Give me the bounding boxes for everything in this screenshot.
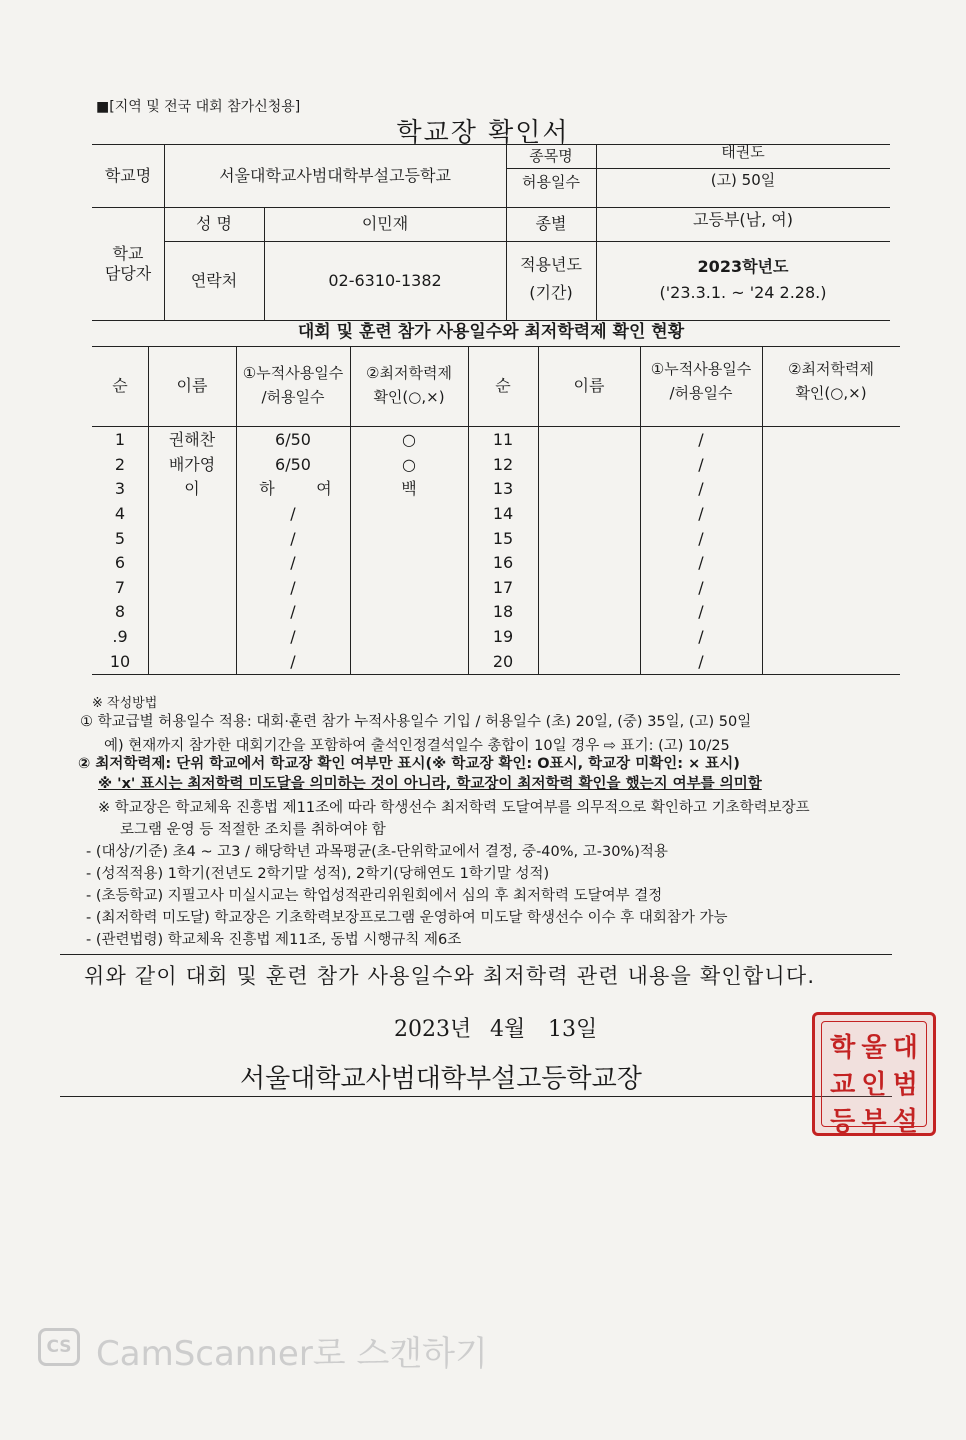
period-label-1: 적용년도 bbox=[520, 255, 582, 274]
note-4-cont: 로그램 운영 등 적절한 조치를 취하여야 함 bbox=[120, 822, 386, 838]
date-year: 2023년 bbox=[394, 1017, 472, 1042]
header-days-2-right: /허용일수 bbox=[669, 383, 733, 402]
row-days: 하 bbox=[259, 479, 275, 499]
sport-value: 태권도 bbox=[721, 142, 765, 161]
row-days: / bbox=[290, 504, 296, 524]
row-no: 4 bbox=[114, 504, 126, 524]
detail-5: - (관련법령) 학교체육 진흥법 제11조, 동법 시행규칙 제6조 bbox=[86, 932, 462, 948]
seal-char: 학 bbox=[830, 1033, 856, 1063]
detail-2: - (성적적용) 1학기(전년도 2학기말 성적), 2학기(당해연도 1학기말 성적) bbox=[86, 866, 550, 882]
row-no: 7 bbox=[114, 577, 126, 597]
row-name bbox=[148, 502, 236, 527]
row-days-right: / bbox=[698, 479, 704, 499]
row-check bbox=[350, 625, 468, 650]
row-days-right: / bbox=[698, 553, 704, 573]
notes-heading: ※ 작성방법 bbox=[92, 696, 158, 711]
row-check bbox=[350, 502, 468, 527]
header-min-1-right: ②최저학력제 bbox=[788, 359, 874, 378]
row-no-right: 15 bbox=[492, 528, 514, 548]
row-name bbox=[148, 576, 236, 601]
period-label-2: (기간) bbox=[529, 283, 573, 302]
row-check bbox=[350, 600, 468, 625]
row-check: 백 bbox=[401, 479, 417, 499]
row-days-right: / bbox=[698, 651, 704, 671]
period-range: ('23.3.1. ~ '24 2.28.) bbox=[659, 283, 827, 302]
header-days-1-right: ①누적사용일수 bbox=[650, 359, 752, 378]
allowed-days-label: 허용일수 bbox=[522, 172, 580, 191]
name-value: 이민재 bbox=[361, 214, 409, 233]
note-4: ※ 학교장은 학교체육 진흥법 제11조에 따라 학생선수 최저학력 도달여부를 의무적으로 확인하고 기초학력보장프 bbox=[98, 800, 810, 816]
row-check: ○ bbox=[402, 454, 416, 474]
header-min-2-right: 확인(○,×) bbox=[795, 383, 867, 402]
camscanner-logo-icon: CS bbox=[38, 1328, 80, 1366]
header-no: 순 bbox=[112, 376, 128, 395]
row-name bbox=[148, 526, 236, 551]
seal-char: 설 bbox=[892, 1107, 918, 1137]
signer-name: 서울대학교사범대학부설고등학교장 bbox=[240, 1064, 642, 1094]
row-days-right: / bbox=[698, 577, 704, 597]
allowed-days-value: (고) 50일 bbox=[710, 170, 776, 189]
row-name: 배가영 bbox=[168, 454, 216, 474]
row-name: 권해찬 bbox=[168, 430, 216, 450]
row-no: 2 bbox=[114, 454, 126, 474]
row-extra: 여 bbox=[316, 479, 332, 499]
row-days: / bbox=[290, 651, 296, 671]
row-no-right: 19 bbox=[492, 627, 514, 647]
row-check bbox=[350, 526, 468, 551]
document-title: 학교장 확인서 bbox=[396, 118, 570, 148]
name-label: 성 명 bbox=[196, 214, 232, 233]
row-no-right: 13 bbox=[492, 479, 514, 499]
row-no-right: 18 bbox=[492, 602, 514, 622]
row-no-right: 17 bbox=[492, 577, 514, 597]
camscanner-watermark: CamScanner로 스캔하기 bbox=[96, 1334, 488, 1374]
seal-char: 범 bbox=[892, 1070, 918, 1100]
note-1-example: 예) 현재까지 참가한 대회기간을 포함하여 출석인정결석일수 총합이 10일 경우 ⇨ 표기: (고) 10/25 bbox=[104, 738, 730, 754]
row-days-right: / bbox=[698, 528, 704, 548]
header-name-right: 이름 bbox=[573, 376, 605, 395]
school-value: 서울대학교사범대학부설고등학교 bbox=[219, 165, 451, 185]
row-no-right: 20 bbox=[492, 651, 514, 671]
header-no-right: 순 bbox=[495, 376, 511, 395]
official-seal bbox=[812, 1012, 936, 1136]
row-no: 3 bbox=[114, 479, 126, 499]
row-name: 이 bbox=[184, 479, 200, 499]
header-name: 이름 bbox=[176, 376, 208, 395]
confirm-text: 위와 같이 대회 및 훈련 참가 사용일수와 최저학력 관련 내용을 확인합니다. bbox=[84, 964, 816, 988]
phone-label: 연락처 bbox=[190, 270, 238, 290]
row-days: 6/50 bbox=[275, 430, 311, 450]
header-days-1: ①누적사용일수 bbox=[242, 363, 344, 382]
category-value: 고등부(남, 여) bbox=[693, 210, 793, 229]
phone-value: 02-6310-1382 bbox=[328, 270, 442, 290]
row-check bbox=[350, 551, 468, 576]
row-days: / bbox=[290, 528, 296, 548]
row-no: .9 bbox=[112, 627, 128, 647]
contact-group-label: 학교 담당자 bbox=[104, 243, 152, 283]
seal-char: 인 bbox=[861, 1070, 887, 1100]
school-label: 학교명 bbox=[104, 165, 152, 185]
note-1: ① 학교급별 허용일수 적용: 대회·훈련 참가 누적사용일수 기입 / 허용일수 (초) 20일, (중) 35일, (고) 50일 bbox=[80, 714, 752, 730]
note-3: ※ 'x' 표시는 최저학력 미도달을 의미하는 것이 아니라, 학교장이 최저학력 확인을 했는지 여부를 의미함 bbox=[98, 776, 762, 792]
seal-char: 대 bbox=[892, 1033, 918, 1063]
row-check bbox=[350, 649, 468, 674]
header-days-2: /허용일수 bbox=[261, 387, 325, 406]
row-no: 5 bbox=[114, 528, 126, 548]
row-no: 8 bbox=[114, 602, 126, 622]
row-days: / bbox=[290, 602, 296, 622]
seal-char: 울 bbox=[861, 1033, 887, 1063]
row-days: / bbox=[290, 627, 296, 647]
date-month: 4월 bbox=[490, 1017, 526, 1042]
row-no: 6 bbox=[114, 553, 126, 573]
row-no: 10 bbox=[109, 651, 131, 671]
row-days: / bbox=[290, 553, 296, 573]
detail-3: - (초등학교) 지필고사 미실시교는 학업성적관리위원회에서 심의 후 최저학력 도달여부 결정 bbox=[86, 888, 663, 904]
row-days: 6/50 bbox=[275, 454, 311, 474]
detail-1: - (대상/기준) 초4 ~ 고3 / 해당학년 과목평균(초-단위학교에서 결정, 중-40%, 고-30%)적용 bbox=[86, 844, 668, 860]
header-min-1: ②최저학력제 bbox=[366, 363, 452, 382]
row-no-right: 12 bbox=[492, 454, 514, 474]
row-days-right: / bbox=[698, 602, 704, 622]
row-name bbox=[148, 600, 236, 625]
header-min-2: 확인(○,×) bbox=[373, 387, 445, 406]
sport-label: 종목명 bbox=[529, 146, 573, 165]
status-title: 대회 및 훈련 참가 사용일수와 최저학력제 확인 현황 bbox=[297, 322, 685, 343]
seal-char: 부 bbox=[861, 1107, 887, 1137]
category-label: 종별 bbox=[535, 214, 567, 233]
row-no-right: 14 bbox=[492, 504, 514, 524]
detail-4: - (최저학력 미도달) 학교장은 기초학력보장프로그램 운영하여 미도달 학생선수 이수 후 대회참가 가능 bbox=[86, 910, 728, 926]
row-days: / bbox=[290, 577, 296, 597]
row-no-right: 11 bbox=[492, 430, 514, 450]
row-days-right: / bbox=[698, 430, 704, 450]
row-days-right: / bbox=[698, 504, 704, 524]
seal-char: 교 bbox=[830, 1070, 856, 1100]
seal-char: 등 bbox=[830, 1107, 856, 1137]
row-check bbox=[350, 576, 468, 601]
row-days-right: / bbox=[698, 627, 704, 647]
row-name bbox=[148, 551, 236, 576]
period-year: 2023학년도 bbox=[697, 257, 789, 276]
note-2: ② 최저학력제: 단위 학교에서 학교장 확인 여부만 표시(※ 학교장 확인: O표시, 학교장 미확인: × 표시) bbox=[78, 756, 740, 772]
row-name bbox=[148, 625, 236, 650]
row-days-right: / bbox=[698, 454, 704, 474]
row-check: ○ bbox=[402, 430, 416, 450]
row-name bbox=[148, 649, 236, 674]
form-tag: ■[지역 및 전국 대회 참가신청용] bbox=[96, 99, 301, 115]
row-no-right: 16 bbox=[492, 553, 514, 573]
row-no: 1 bbox=[114, 430, 126, 450]
date-day: 13일 bbox=[548, 1017, 598, 1042]
